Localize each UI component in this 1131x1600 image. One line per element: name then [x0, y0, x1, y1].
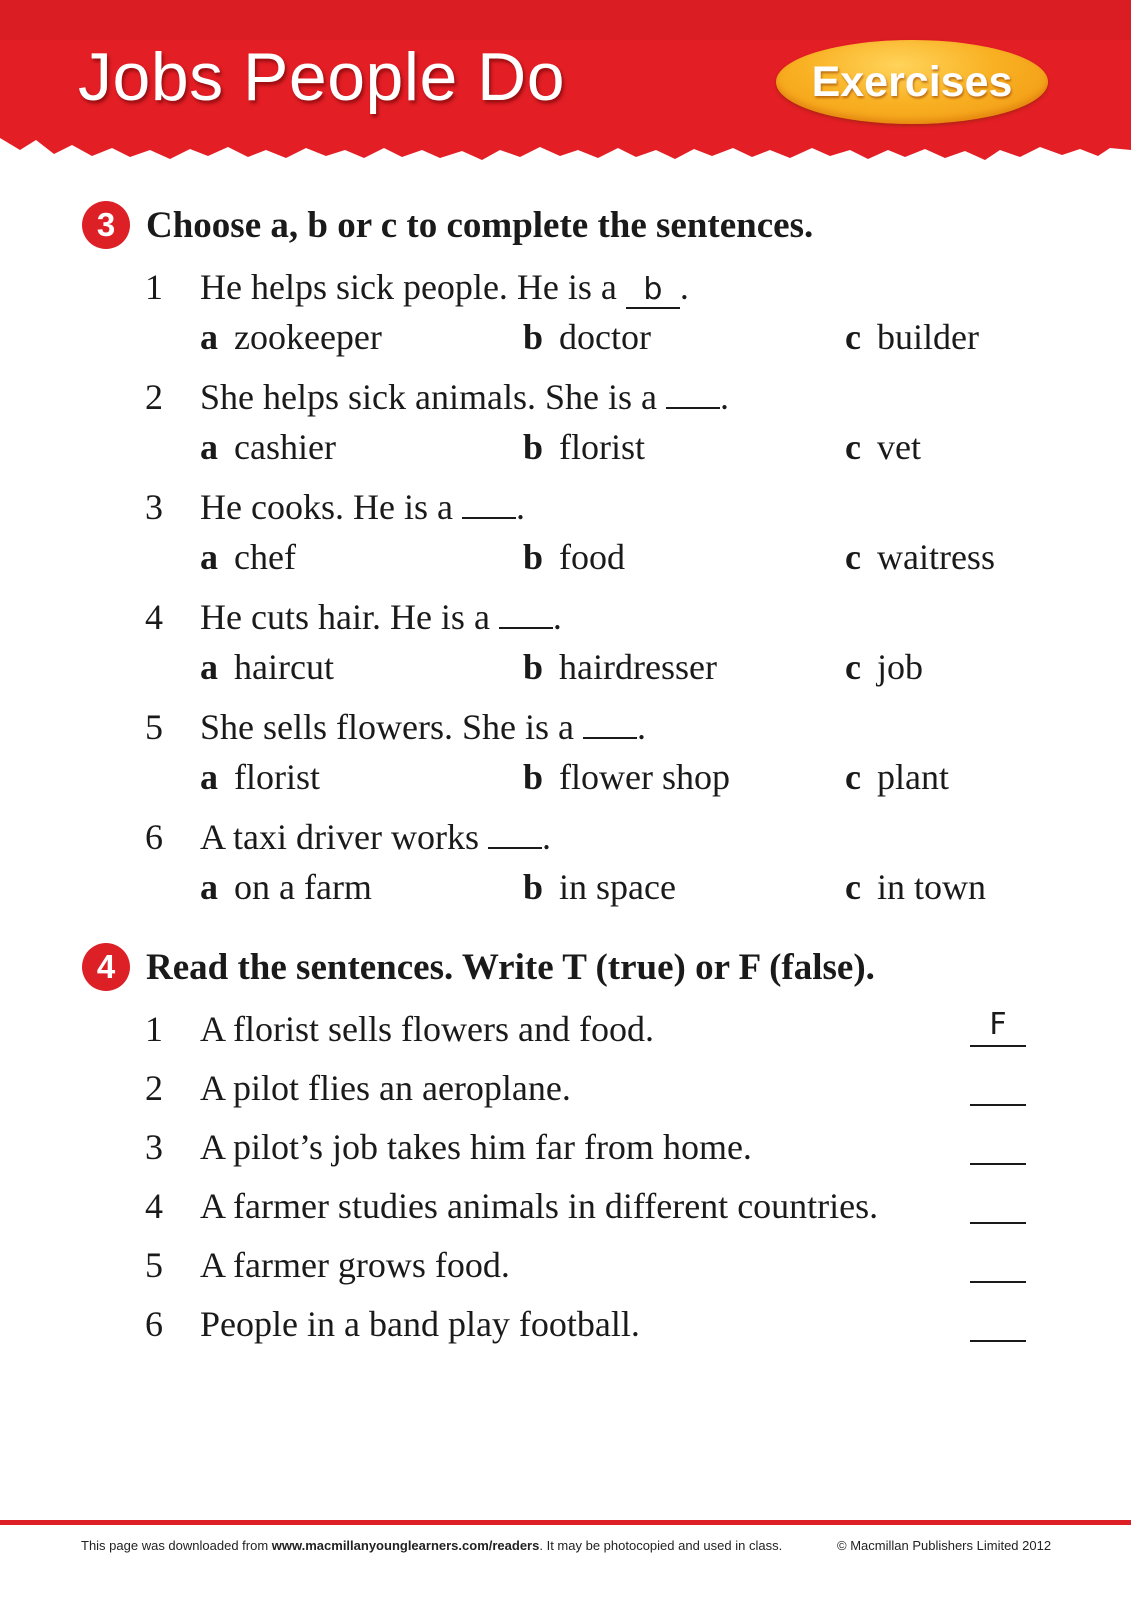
exercise-3-heading: [82, 200, 813, 250]
answer-blank[interactable]: [666, 373, 720, 409]
option-b[interactable]: b hairdresser: [523, 647, 717, 687]
question-row: [0, 263, 1131, 311]
statement-text: A florist sells flowers and food.: [200, 1009, 654, 1049]
options-row: [0, 533, 1131, 581]
option-c[interactable]: c job: [845, 647, 923, 687]
option-a[interactable]: a chef: [200, 537, 296, 577]
options-row: [0, 863, 1131, 911]
option-a[interactable]: a haircut: [200, 647, 334, 687]
option-a[interactable]: a cashier: [200, 427, 336, 467]
question-number: 6: [145, 817, 163, 857]
question-row: [0, 703, 1131, 751]
question-text: She helps sick animals. She is a .: [200, 373, 729, 421]
true-false-blank[interactable]: [970, 1123, 1026, 1165]
exercises-badge: Exercises: [776, 40, 1048, 124]
exercise-instruction: Choose a, b or c to complete the sentences.: [146, 204, 814, 246]
statement-text: People in a band play football.: [200, 1304, 640, 1344]
footer-divider: [0, 1520, 1131, 1525]
option-c[interactable]: c vet: [845, 427, 921, 467]
statement-number: 2: [145, 1068, 163, 1108]
options-row: [0, 423, 1131, 471]
option-c[interactable]: c plant: [845, 757, 949, 797]
question-text: A taxi driver works .: [200, 813, 551, 861]
true-false-blank[interactable]: [970, 1241, 1026, 1283]
answer-blank[interactable]: [499, 593, 553, 629]
true-false-blank[interactable]: F: [970, 1005, 1026, 1047]
true-false-blank[interactable]: [970, 1064, 1026, 1106]
question-number: 1: [145, 267, 163, 307]
options-row: [0, 313, 1131, 361]
exercise-number-badge: 3: [82, 201, 130, 249]
question-text: She sells flowers. She is a .: [200, 703, 646, 751]
question-row: [0, 483, 1131, 531]
true-false-blank[interactable]: [970, 1300, 1026, 1342]
options-row: [0, 643, 1131, 691]
statement-number: 5: [145, 1245, 163, 1285]
question-text: He cooks. He is a .: [200, 483, 525, 531]
option-b[interactable]: b doctor: [523, 317, 651, 357]
option-a[interactable]: a zookeeper: [200, 317, 382, 357]
footer-copyright: © Macmillan Publishers Limited 2012: [837, 1538, 1052, 1553]
question-number: 3: [145, 487, 163, 527]
question-row: [0, 373, 1131, 421]
question-number: 4: [145, 597, 163, 637]
statement-number: 3: [145, 1127, 163, 1167]
statement-text: A farmer grows food.: [200, 1245, 510, 1285]
statement-text: A pilot flies an aeroplane.: [200, 1068, 571, 1108]
option-c[interactable]: c builder: [845, 317, 979, 357]
statement-row: [0, 1241, 1131, 1289]
option-b[interactable]: b in space: [523, 867, 676, 907]
page-title: Jobs People Do: [78, 39, 566, 115]
exercise-instruction: Read the sentences. Write T (true) or F (false).: [146, 946, 875, 988]
option-b[interactable]: b flower shop: [523, 757, 730, 797]
statement-row: [0, 1005, 1131, 1053]
statement-row: [0, 1123, 1131, 1171]
statement-row: [0, 1182, 1131, 1230]
answer-blank[interactable]: [488, 813, 542, 849]
option-a[interactable]: a florist: [200, 757, 320, 797]
true-false-blank[interactable]: [970, 1182, 1026, 1224]
option-c[interactable]: c waitress: [845, 537, 995, 577]
answer-blank[interactable]: [583, 703, 637, 739]
question-text: He helps sick people. He is a b .: [200, 267, 689, 307]
question-row: [0, 593, 1131, 641]
statement-number: 4: [145, 1186, 163, 1226]
exercise-number-badge: 4: [82, 943, 130, 991]
option-b[interactable]: b florist: [523, 427, 646, 467]
statement-text: A pilot’s job takes him far from home.: [200, 1127, 752, 1167]
option-a[interactable]: a on a farm: [200, 867, 372, 907]
question-text: He cuts hair. He is a .: [200, 593, 562, 641]
answer-blank[interactable]: [462, 483, 516, 519]
statement-row: [0, 1064, 1131, 1112]
option-c[interactable]: c in town: [845, 867, 986, 907]
question-number: 5: [145, 707, 163, 747]
answer-blank[interactable]: b: [626, 273, 680, 309]
option-b[interactable]: b food: [523, 537, 626, 577]
footer-download-note: This page was downloaded from www.macmillanyounglearners.com/readers. It may be photocopied and used in class.: [81, 1538, 783, 1553]
footer-url-link[interactable]: www.macmillanyounglearners.com/readers: [271, 1538, 540, 1553]
statement-row: [0, 1300, 1131, 1348]
statement-number: 6: [145, 1304, 163, 1344]
question-row: [0, 813, 1131, 861]
options-row: [0, 753, 1131, 801]
statement-number: 1: [145, 1009, 163, 1049]
header-banner: [0, 0, 1131, 175]
statement-text: A farmer studies animals in different countries.: [200, 1186, 879, 1226]
question-number: 2: [145, 377, 163, 417]
exercise-4-heading: [82, 942, 875, 992]
